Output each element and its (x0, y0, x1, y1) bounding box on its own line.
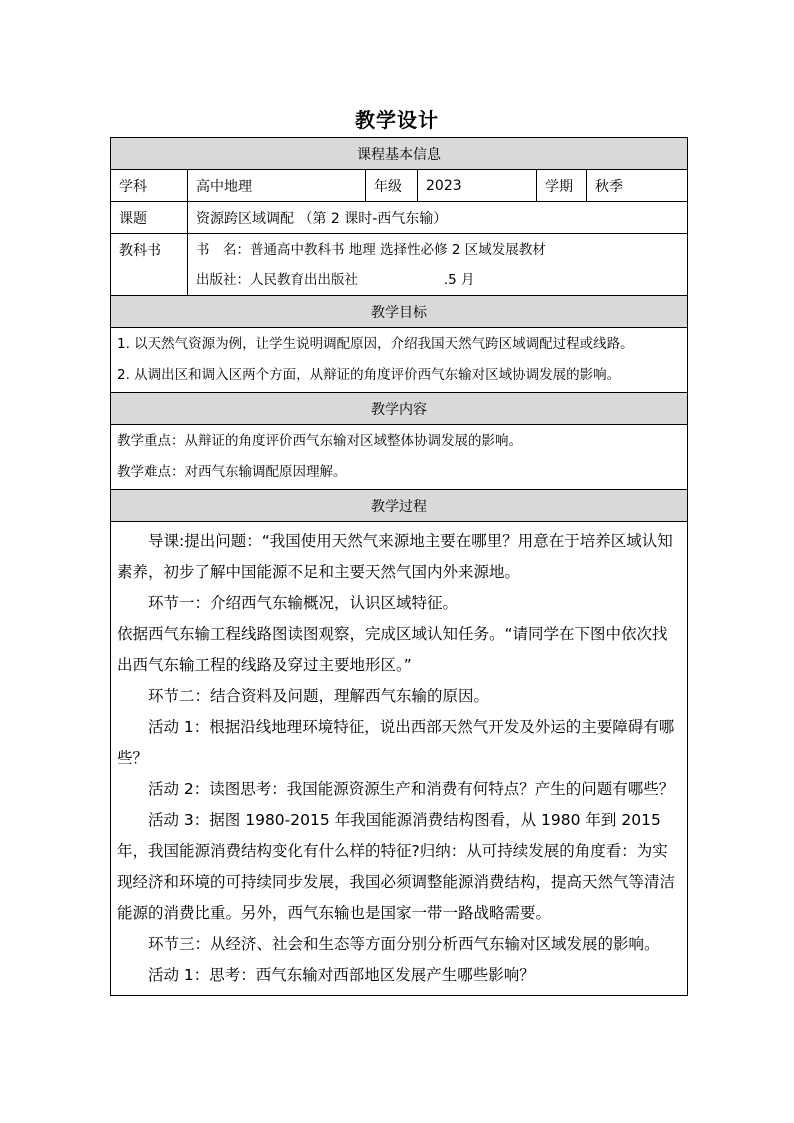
goal-item-1: 1. 以天然气资源为例，让学生说明调配原因，介绍我国天然气跨区域调配过程或线路。 (117, 336, 634, 352)
subject-row (111, 170, 687, 202)
textbook-publisher: 出版社：人民教育出出版社 .5 月 (196, 271, 475, 288)
process-paragraph-step2-activity1: 活动 1：根据沿线地理环境特征，说出西部天然气开发及外运的主要障碍有哪些？ (117, 718, 675, 767)
process-header-label: 教学过程 (371, 498, 427, 515)
lesson-plan-table (110, 137, 688, 996)
process-paragraph-step3-activity1: 活动 1：思考：西气东输对西部地区发展产生哪些影响？ (148, 966, 535, 984)
subject-value: 高中地理 (188, 170, 366, 201)
textbook-row (111, 234, 687, 296)
goals-header (111, 296, 687, 328)
process-body (111, 522, 687, 995)
process-paragraph-step2-activity2: 活动 2：读图思考：我国能源资源生产和消费有何特点？产生的问题有哪些？ (148, 780, 675, 798)
process-paragraph-step3: 环节三：从经济、社会和生态等方面分别分析西气东输对区域发展的影响。 (148, 935, 660, 953)
basic-info-header (111, 138, 687, 170)
process-header (111, 490, 687, 522)
content-body (111, 425, 687, 490)
process-paragraph-step1: 环节一：介绍西气东输概况，认识区域特征。 (148, 594, 459, 612)
process-paragraph-step2-activity3: 活动 3：据图 1980-2015 年我国能源消费结构图看，从 1980 年到 2015 年，我国能源消费结构变化有什么样的特征?归纳：从可持续发展的角度看：为实现经济和环境的可持续同步发展，我国必须调整能源消费结构，提高天然气等清洁能源的消费比重。另外，西气东输也是国家一带一路战略需要。 (117, 811, 676, 922)
textbook-value (188, 234, 687, 295)
topic-label: 课题 (111, 202, 188, 233)
process-paragraph-step2: 环节二：结合资料及问题，理解西气东输的原因。 (148, 687, 490, 705)
textbook-label: 教科书 (111, 234, 188, 295)
document-title: 教学设计 (355, 108, 439, 132)
term-label: 学期 (537, 170, 587, 201)
content-key-point: 教学重点：从辩证的角度评价西气东输对区域整体协调发展的影响。 (117, 433, 522, 449)
textbook-name: 书 名：普通高中教科书 地理 选择性必修 2 区域发展教材 (196, 241, 546, 258)
content-header-label: 教学内容 (371, 401, 427, 418)
process-paragraph-intro: 导课:提出问题：“我国使用天然气来源地主要在哪里？用意在于培养区域认知素养，初步了解中国能源不足和主要天然气国内外来源地。 (117, 532, 673, 581)
goal-item-2: 2. 从调出区和调入区两个方面，从辩证的角度评价西气东输对区域协调发展的影响。 (117, 367, 621, 383)
grade-value: 2023 (418, 170, 537, 201)
goals-header-label: 教学目标 (371, 304, 427, 321)
content-difficulty: 教学难点：对西气东输调配原因理解。 (117, 464, 347, 480)
subject-label: 学科 (111, 170, 188, 201)
term-value: 秋季 (595, 178, 623, 195)
topic-row (111, 202, 687, 234)
content-header (111, 393, 687, 425)
process-paragraph-step1-task: 依据西气东输工程线路图读图观察，完成区域认知任务。“请同学在下图中依次找出西气东输工程的线路及穿过主要地形区。” (117, 625, 668, 674)
goals-body (111, 328, 687, 393)
topic-value: 资源跨区域调配 （第 2 课时-西气东输） (196, 210, 448, 227)
grade-label: 年级 (366, 170, 418, 201)
basic-info-header-label: 课程基本信息 (357, 146, 441, 163)
